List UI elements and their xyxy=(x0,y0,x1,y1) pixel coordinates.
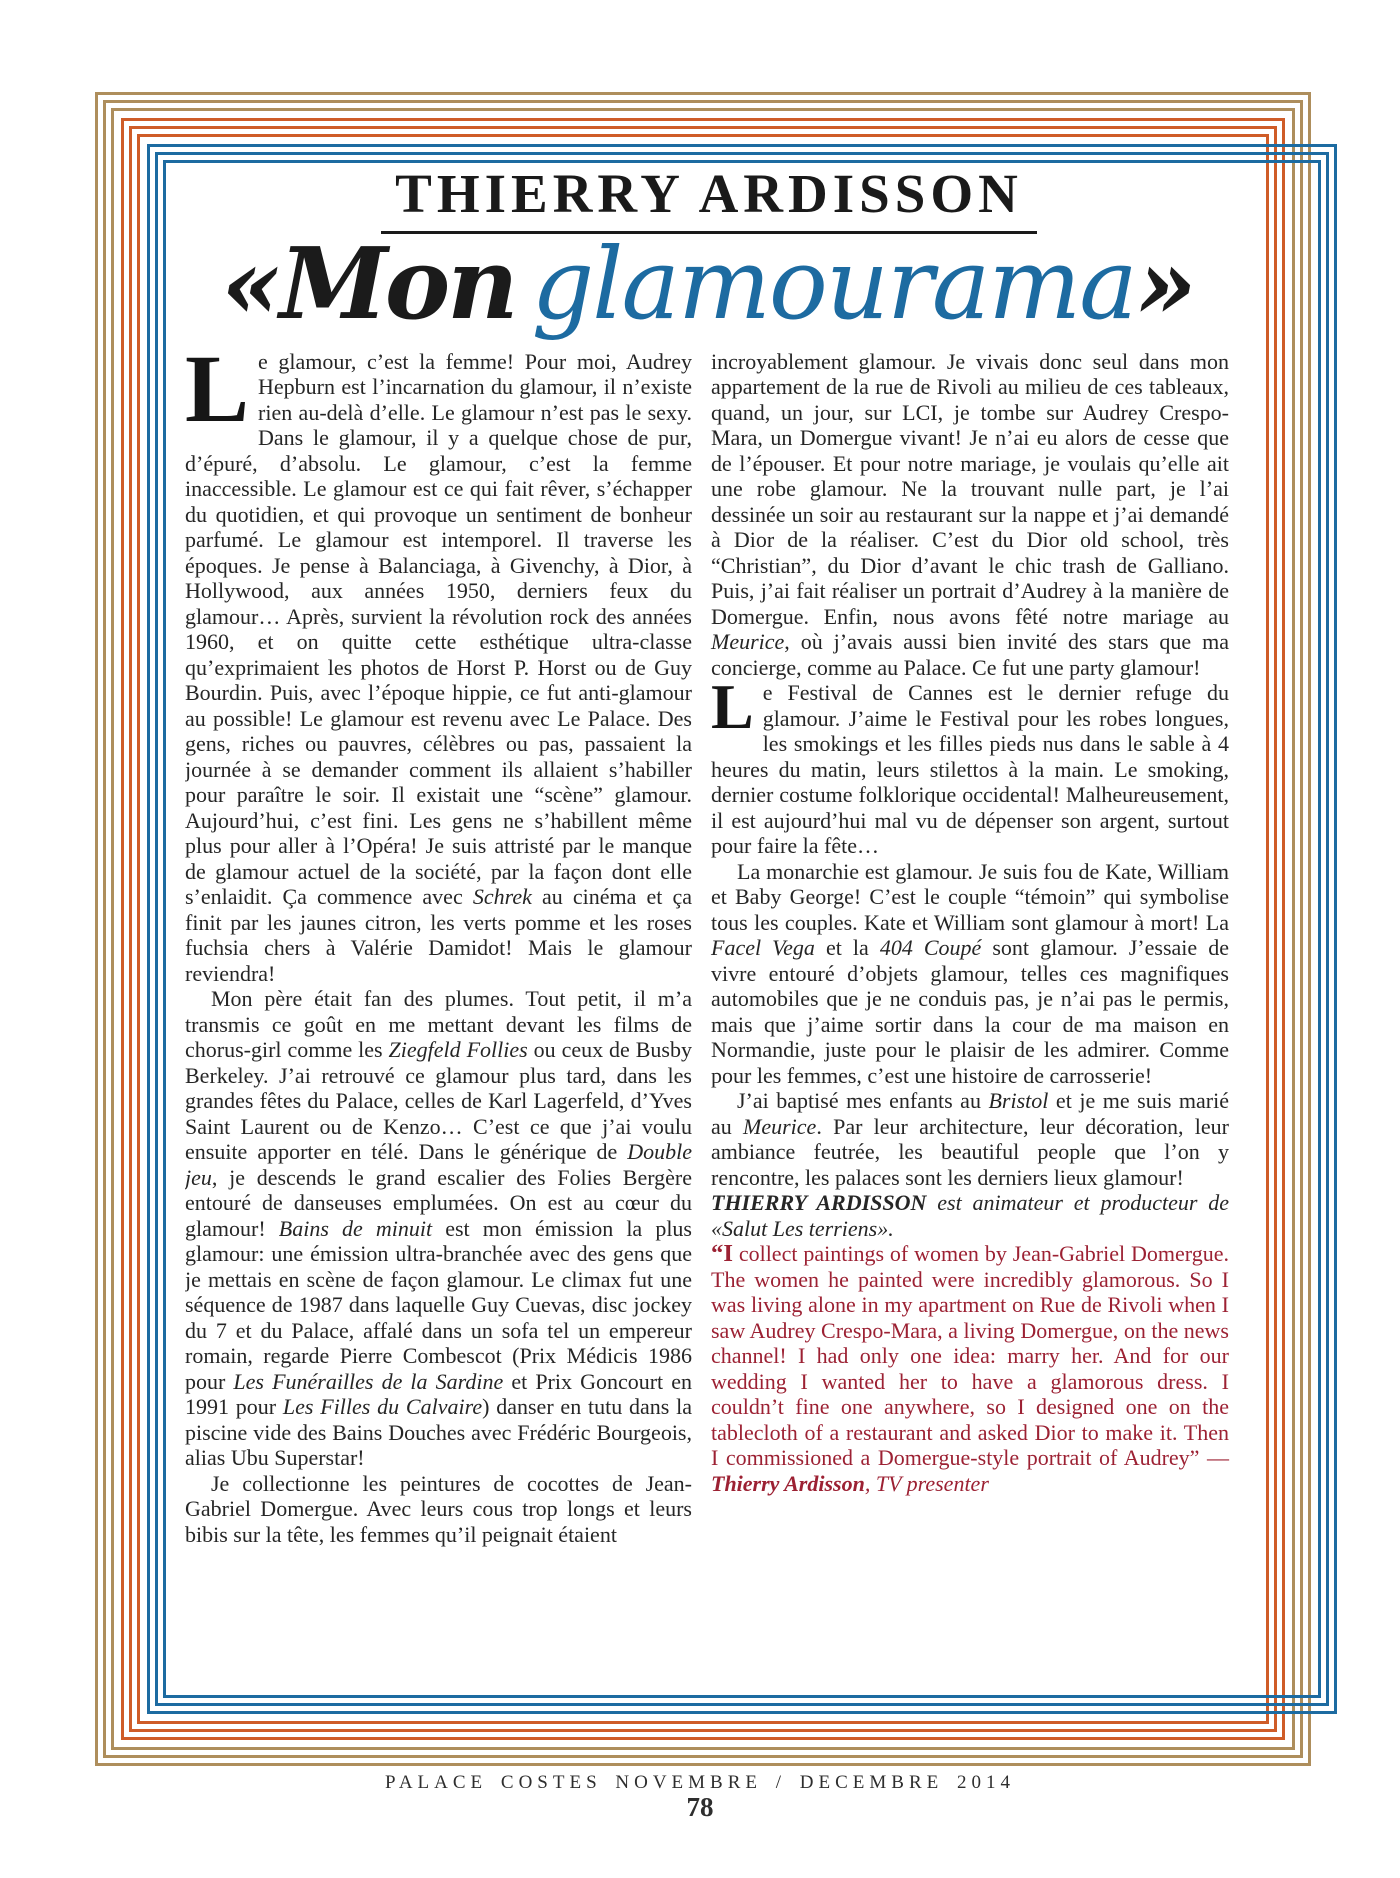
text-run: est animateur et producteur de «Salut Les terriens». xyxy=(711,1190,1230,1241)
drop-cap: L xyxy=(711,671,754,743)
left-column xyxy=(185,349,692,1689)
text-run: collect paintings of women by Jean-Gabriel Domergue. The women he painted were incredibly glamorous. So I was living alone in my apartment on Rue de Rivoli when I saw Audrey Crespo-Mara, a living Domergue, on the news channel! I had only one idea: marry her. And for our wedding I wanted her to have a glamorous dress. I couldn’t fine one anywhere, so I designed one on the tablecloth of a restaurant and asked Dior to make it. Then I commissioned a Domergue-style portrait of Audrey” — xyxy=(711,1241,1229,1471)
article-content xyxy=(185,163,1233,1689)
article-columns xyxy=(185,349,1233,1689)
text-run: au cinéma et ça finit par les jaunes citron, les verts pomme et les roses fuchsia chers à Valérie Damidot! Mais le glamour reviendra! xyxy=(185,884,692,986)
quote-paragraph xyxy=(711,1241,1229,1496)
text-run: Meurice xyxy=(711,629,785,655)
text-run: , où j’avais aussi bien invité des stars que ma concierge, comme au Palace. Ce fut une party glamour! xyxy=(711,629,1229,680)
text-run: Les Filles du Calvaire xyxy=(282,1394,483,1420)
body-paragraph xyxy=(185,1471,692,1548)
text-run: Facel Vega xyxy=(711,935,815,961)
text-run: incroyablement glamour. Je vivais donc seul dans mon appartement de la rue de Rivoli au milieu de ces tableaux, quand, un jour, sur LCI, je tombe sur Audrey Crespo-Mara, un Domergue vivant! Je n’ai eu alors de cesse que de l’épouser. Et pour notre mariage, je voulais qu’elle ait une robe glamour. Ne la trouvant nulle part, je l’ai dessinée un soir au restaurant sur la nappe et j’ai demandé à Dior de la réaliser. C’est du Dior old school, très “Christian”, du Dior d’avant le chic trash de Galliano. Puis, j’ai fait réaliser un portrait d’Audrey à la manière de Domergue. Enfin, nous avons fêté notre mariage au xyxy=(711,348,1229,629)
article-title xyxy=(185,227,1233,342)
text-run: Mon père était fan des plumes. Tout petit, il m’a transmis ce goût en me mettant devant les films de chorus-girl comme les xyxy=(185,986,692,1063)
text-run: Meurice xyxy=(743,1113,817,1139)
text-run: , je descends le grand escalier des Folies Bergère entouré de danseuses emplumées. On est au cœur du glamour! xyxy=(185,1164,692,1241)
text-run: Ziegfeld Follies xyxy=(388,1037,528,1063)
text-run: La monarchie est glamour. Je suis fou de Kate, William et Baby George! C’est le couple “témoin” qui symbolise tous les couples. Kate et William sont glamour à mort! La xyxy=(711,858,1229,935)
text-run: Thierry Ardisson xyxy=(711,1470,865,1496)
text-run: Double jeu xyxy=(185,1139,692,1190)
article-kicker: THIERRY ARDISSON xyxy=(381,166,1037,234)
text-run: “I xyxy=(711,1240,733,1268)
title-close-quote: » xyxy=(1135,227,1197,342)
text-run: Schrek xyxy=(472,884,532,910)
page-footer xyxy=(0,1772,1400,1821)
body-paragraph xyxy=(185,349,692,987)
kicker-wrap xyxy=(185,163,1233,234)
bio-paragraph xyxy=(711,1190,1229,1241)
title-main-script: glamourama xyxy=(531,228,1136,342)
drop-cap: L xyxy=(185,348,250,442)
text-run: 404 Coupé xyxy=(879,935,982,961)
body-paragraph xyxy=(711,859,1229,1089)
text-run: ) danser en tutu dans la piscine vide des Bains Douches avec Frédéric Bourgeois, alias Ubu Superstar! xyxy=(185,1394,692,1471)
text-run: THIERRY ARDISSON xyxy=(711,1190,927,1216)
text-run: Bains de minuit xyxy=(278,1215,433,1241)
text-run: Bristol xyxy=(988,1088,1049,1114)
text-run: Les Funérailles de la Sardine xyxy=(233,1368,504,1394)
body-paragraph xyxy=(185,986,692,1471)
body-paragraph xyxy=(711,349,1229,681)
text-run: et la xyxy=(814,935,880,961)
body-paragraph xyxy=(711,671,1229,859)
text-run: . Par leur architecture, leur décoration, leur ambiance feutrée, les beautiful people que l’on y rencontre, les palaces sont les derniers lieux glamour! xyxy=(711,1113,1230,1190)
right-column xyxy=(711,349,1229,1689)
text-run: e Festival de Cannes est le dernier refuge du glamour. J’aime le Festival pour les robes longues, les smokings et les filles pieds nus dans le sable à 4 heures du matin, leurs stilettos à la main. Le smoking, dernier costume folklorique occidental! Malheureusement, il est aujourd’hui mal vu de dépenser son argent, surtout pour faire la fête… xyxy=(711,680,1229,859)
text-run: et je me suis marié au xyxy=(711,1088,1230,1139)
magazine-issue-line: PALACE COSTES NOVEMBRE / DECEMBRE 2014 xyxy=(385,1772,1015,1793)
text-run: J’ai baptisé mes enfants au xyxy=(737,1088,989,1114)
text-run: sont glamour. J’essaie de vivre entouré d’objets glamour, telles ces magnifiques automobiles que je ne conduis pas, je n’ai pas le permis, mais que j’aime sortir dans la cour de ma maison en Normandie, juste pour le plaisir de les admirer. Comme pour les femmes, c’est une histoire de carrosserie! xyxy=(711,935,1229,1088)
text-run: et Prix Goncourt en 1991 pour xyxy=(185,1368,693,1420)
text-run: , TV presenter xyxy=(864,1470,989,1496)
text-run: est mon émission la plus glamour: une émission ultra-branchée avec des gens que je mettais en scène de façon glamour. Le climax fut une séquence de 1987 dans laquelle Guy Cuevas, disc jockey du 7 et du Palace, affalé dans un sofa tel un empereur romain, regarde Pierre Combescot (Prix Médicis 1986 pour xyxy=(185,1215,692,1394)
page-number: 78 xyxy=(686,1792,714,1822)
text-run: ou ceux de Busby Berkeley. J’ai retrouvé ce glamour plus tard, dans les grandes fêtes du Palace, celles de Karl Lagerfeld, d’Yves Saint Laurent ou de Kenzo… C’est ce que j’ai voulu ensuite apporter en télé. Dans le générique de xyxy=(185,1037,692,1165)
body-paragraph xyxy=(711,1088,1229,1190)
title-open-script: «Mon xyxy=(221,227,516,342)
text-run: Je collectionne les peintures de cocottes de Jean-Gabriel Domergue. Avec leurs cous trop longs et leurs bibis sur la tête, les femmes qu’il peignait étaient xyxy=(185,1470,692,1547)
text-run: e glamour, c’est la femme! Pour moi, Audrey Hepburn est l’incarnation du glamour, il n’existe rien au-delà d’elle. Le glamour n’est pas le sexy. Dans le glamour, il y a quelque chose de pur, d’épuré, d’absolu. Le glamour, c’est la femme inaccessible. Le glamour est ce qui fait rêver, s’échapper du quotidien, et qui provoque un sentiment de bonheur parfumé. Le glamour est intemporel. Il traverse les époques. Je pense à Balanciaga, à Givenchy, à Dior, à Hollywood, aux années 1950, derniers feux du glamour… Après, survient la révolution rock des années 1960, et on quitte cette esthétique ultra-classe qu’exprimaient les photos de Horst P. Horst ou de Guy Bourdin. Puis, avec l’époque hippie, ce fut anti-glamour au possible! Le glamour est revenu avec Le Palace. Des gens, riches ou pauvres, célèbres ou pas, passaient la journée à se demander comment ils allaient s’habiller pour paraître le soir. Il existait une “scène” glamour. Aujourd’hui, c’est fini. Les gens ne s’habillent même plus pour aller à l’Opéra! Je suis attristé par le manque de glamour actuel de la société, par la façon dont elle s’enlaidit. Ça commence avec xyxy=(185,348,692,910)
